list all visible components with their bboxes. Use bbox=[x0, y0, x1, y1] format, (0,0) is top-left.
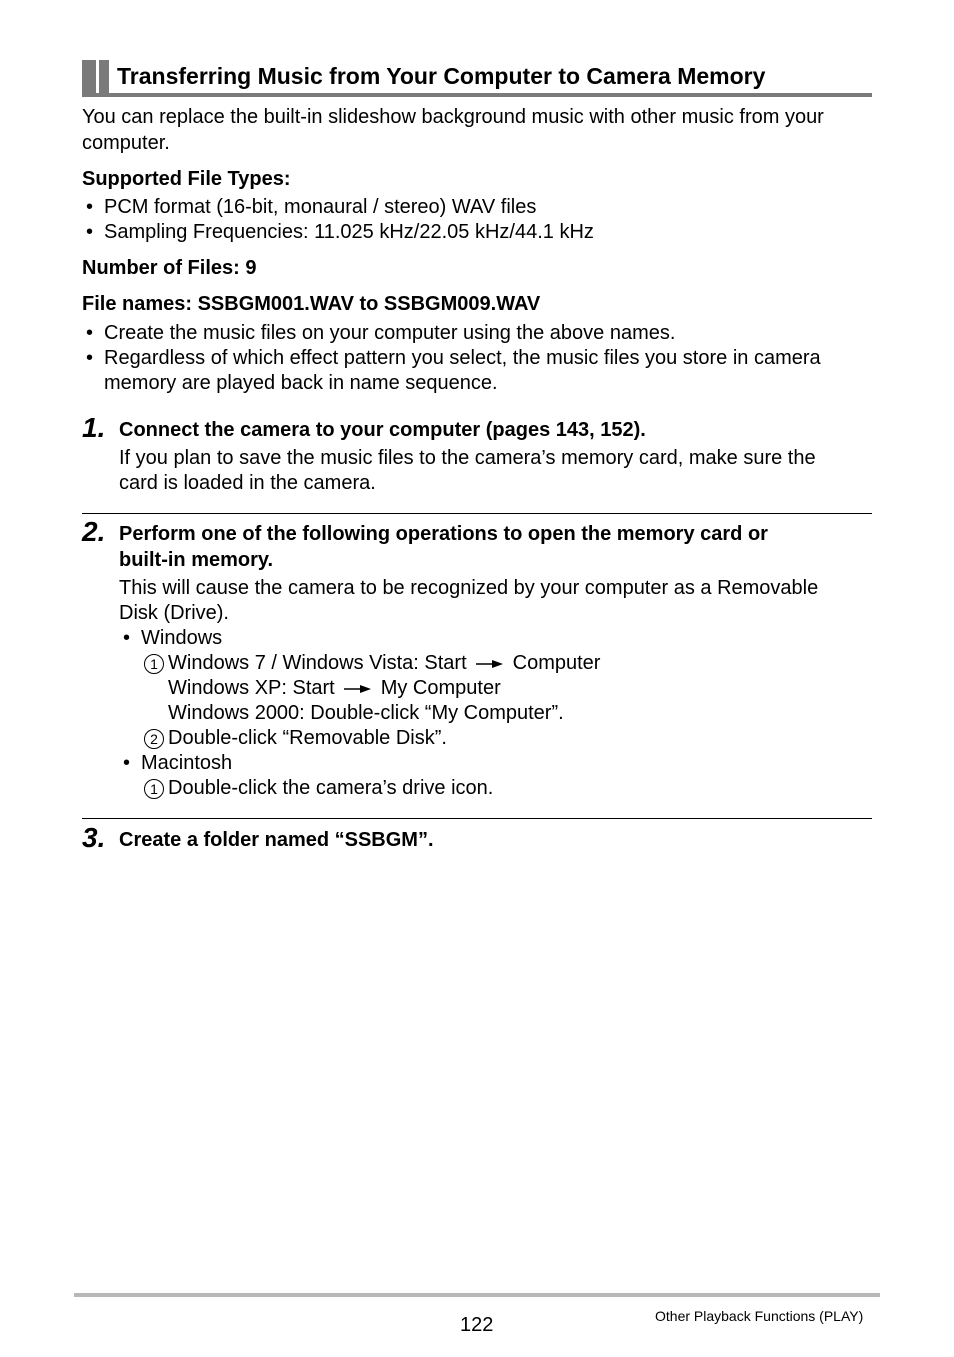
supported-item: Sampling Frequencies: 11.025 kHz/22.05 kHz/44.1 kHz bbox=[104, 221, 594, 243]
step-title: Perform one of the following operations to open the memory card or bbox=[119, 523, 768, 545]
header-underline bbox=[82, 93, 872, 97]
instruction-text: Windows XP: Start bbox=[168, 677, 335, 699]
step-divider bbox=[82, 818, 872, 819]
step-body-line: card is loaded in the camera. bbox=[119, 472, 376, 494]
instruction-text: Windows 7 / Windows Vista: Start bbox=[168, 652, 467, 674]
file-names-heading: File names: SSBGM001.WAV to SSBGM009.WAV bbox=[82, 293, 541, 315]
os-label-macintosh: Macintosh bbox=[141, 752, 233, 774]
circled-number: 1 bbox=[144, 779, 164, 799]
bullet-dot: • bbox=[86, 196, 94, 218]
step-title: Connect the camera to your computer (pages 143, 152). bbox=[119, 419, 646, 441]
bullet-dot: • bbox=[123, 752, 131, 774]
bullet-dot: • bbox=[86, 347, 94, 369]
header-marker-bar bbox=[99, 60, 109, 97]
os-label-windows: Windows bbox=[141, 627, 223, 649]
intro-text-line: You can replace the built-in slideshow background music with other music from your bbox=[82, 106, 824, 128]
file-names-item-cont: memory are played back in name sequence. bbox=[104, 372, 498, 394]
step-title: Create a folder named “SSBGM”. bbox=[119, 829, 434, 851]
step-body-line: This will cause the camera to be recognized by your computer as a Removable bbox=[119, 577, 819, 599]
windows-xp-instruction bbox=[168, 676, 501, 701]
step-divider bbox=[82, 513, 872, 514]
supported-file-types-heading: Supported File Types: bbox=[82, 168, 291, 190]
circled-number: 1 bbox=[144, 654, 164, 674]
page-number: 122 bbox=[460, 1314, 494, 1336]
supported-item: PCM format (16-bit, monaural / stereo) WAV files bbox=[104, 196, 537, 218]
bullet-dot: • bbox=[86, 322, 94, 344]
windows-2000-instruction: Windows 2000: Double-click “My Computer”. bbox=[168, 702, 564, 724]
windows-sub-instruction: Double-click “Removable Disk”. bbox=[168, 727, 447, 749]
arrow-right-icon bbox=[344, 684, 372, 694]
arrow-right-icon bbox=[476, 659, 504, 669]
instruction-target: My Computer bbox=[380, 677, 501, 699]
step-number: 1. bbox=[82, 412, 106, 443]
header-marker-bar bbox=[82, 60, 96, 97]
step-body-line: If you plan to save the music files to the camera’s memory card, make sure the bbox=[119, 447, 816, 469]
bullet-dot: • bbox=[123, 627, 131, 649]
step-number: 2. bbox=[82, 516, 106, 547]
footer-section-title: Other Playback Functions (PLAY) bbox=[655, 1308, 864, 1324]
instruction-target: Computer bbox=[512, 652, 601, 674]
step-title-cont: built-in memory. bbox=[119, 549, 274, 571]
file-names-item: Regardless of which effect pattern you select, the music files you store in camera bbox=[104, 347, 821, 369]
file-names-item: Create the music files on your computer using the above names. bbox=[104, 322, 676, 344]
footer-rule bbox=[74, 1293, 880, 1297]
number-of-files: Number of Files: 9 bbox=[82, 257, 257, 279]
step-body-line: Disk (Drive). bbox=[119, 602, 229, 624]
windows-7-instruction bbox=[168, 651, 600, 676]
mac-sub-instruction: Double-click the camera’s drive icon. bbox=[168, 777, 494, 799]
page-title: Transferring Music from Your Computer to Camera Memory bbox=[117, 63, 766, 89]
intro-text-line: computer. bbox=[82, 132, 170, 154]
step-number: 3. bbox=[82, 822, 106, 853]
bullet-dot: • bbox=[86, 221, 94, 243]
circled-number: 2 bbox=[144, 729, 164, 749]
